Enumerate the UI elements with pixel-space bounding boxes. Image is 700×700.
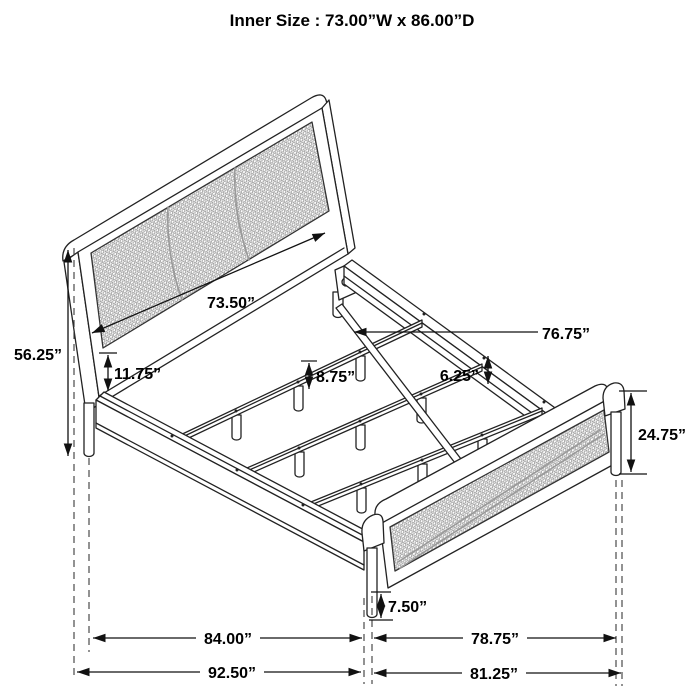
- screw-dot: [359, 351, 362, 354]
- screw-dot: [359, 420, 362, 423]
- slat-leg: [294, 386, 303, 411]
- screw-dot: [297, 381, 300, 384]
- screw-dot: [298, 447, 301, 450]
- footboard-left-post: [362, 514, 384, 551]
- dim-label-rail-offset: 11.75”: [114, 366, 162, 383]
- footboard-left-leg: [367, 548, 377, 618]
- headboard-left-leg: [84, 403, 94, 457]
- screw-dot: [171, 435, 174, 438]
- near-rail-front-face: [96, 400, 364, 570]
- diagram-title: Inner Size : 73.00”W x 86.00”D: [229, 11, 475, 30]
- screw-dot: [236, 469, 239, 472]
- screw-dot: [481, 434, 484, 437]
- dim-side-rail-span: [93, 628, 362, 648]
- dim-label-footboard-height: 24.75”: [638, 427, 687, 444]
- screw-dot: [483, 357, 486, 360]
- dim-headboard-height: [14, 250, 68, 456]
- screw-dot: [235, 410, 238, 413]
- screw-dot: [421, 459, 424, 462]
- slat-leg: [356, 425, 365, 450]
- slat-leg: [232, 415, 241, 440]
- screw-dot: [543, 401, 546, 404]
- dim-label-center-rail: 76.75”: [542, 326, 591, 343]
- slat-leg: [295, 452, 304, 477]
- slat-leg: [356, 356, 365, 381]
- screw-dot: [420, 393, 423, 396]
- dim-label-rail-gap: 6.25”: [439, 368, 479, 385]
- dim-label-overall-depth: 92.50”: [207, 665, 257, 682]
- screw-dot: [423, 313, 426, 316]
- dim-footboard-clearance: [369, 592, 427, 620]
- screw-dot: [360, 483, 363, 486]
- footboard-right-post: [603, 383, 625, 416]
- screw-dot: [302, 504, 305, 507]
- slat-leg: [357, 488, 366, 513]
- footboard: [362, 383, 625, 618]
- dim-footboard-section-span: [374, 628, 616, 648]
- footboard-right-leg: [611, 412, 621, 476]
- dim-label-side-rail-span: 84.00”: [203, 631, 253, 648]
- dim-label-footboard-clearance: 7.50”: [388, 599, 428, 616]
- dim-label-footboard-overall: 81.25”: [469, 666, 519, 683]
- dim-label-leg-height: 8.75”: [316, 369, 356, 386]
- dim-label-headboard-height: 56.25”: [13, 347, 62, 364]
- dim-label-inner-width: 73.50”: [206, 295, 256, 312]
- dim-overall-depth-span: [77, 662, 361, 682]
- dim-footboard-overall-span: [374, 663, 621, 683]
- dim-footboard-height: [619, 391, 686, 474]
- dim-label-footboard-section-span: 78.75”: [470, 631, 520, 648]
- near-rail-detail-line: [96, 423, 364, 565]
